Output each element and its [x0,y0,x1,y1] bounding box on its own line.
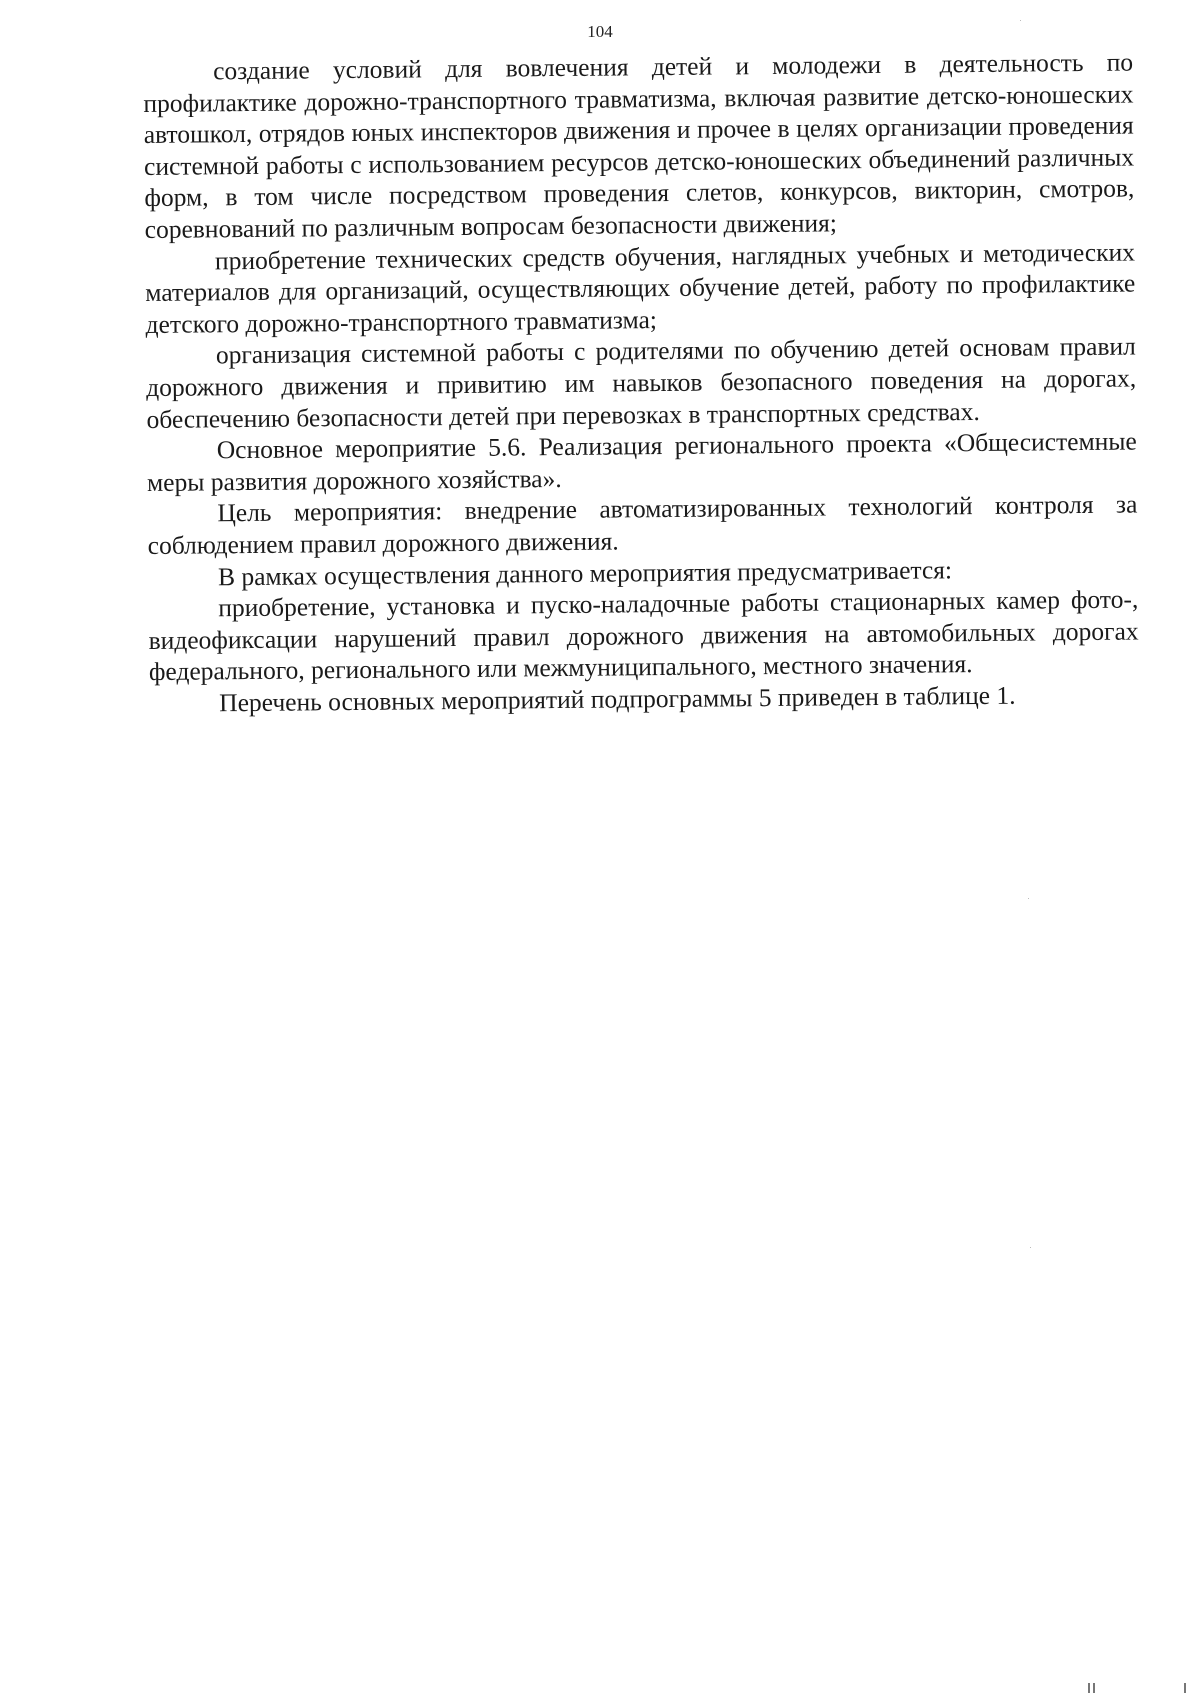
paragraph-cameras: приобретение, установка и пуско-наладочные работы стационарных камер фото-, видеофиксации нарушений правил дорожного движения на автомобильных дорогах федерального, регионального или межмуниципального, местного значения. [148,584,1139,687]
paragraph-measure-goal: Цель мероприятия: внедрение автоматизированных технологий контроля за соблюдением правил дорожного движения. [147,489,1138,560]
paragraph-measure-scope: В рамках осуществления данного мероприятия предусматривается: [217,554,953,591]
paragraph-children-involvement: создание условий для вовлечения детей и молодежи в деятельность по профилактике дорожно-транспортного травматизма, включая развитие детско-юношеских автошкол, отрядов юных инспекторов движения и прочее в целях организации проведения системной работы с использованием ресурсов детско-юношеских объединений различных форм, в том числе посредством проведения слетов, конкурсов, викторин, смотров, соревнований по различным вопросам безопасности движения; [143,47,1135,244]
scan-speck [1028,898,1029,899]
scan-mark [1184,1683,1186,1693]
paragraph-teaching-aids: приобретение технических средств обучения, наглядных учебных и методических материалов для организаций, осуществляющих обучение детей, работу по профилактике детского дорожно-транспортного травматизма; [145,237,1136,339]
paragraph-main-measure-5-6: Основное мероприятие 5.6. Реализация регионального проекта «Общесистемные меры развития дорожного хозяйства». [146,426,1137,497]
document-body [143,46,1139,719]
scan-mark [1088,1683,1090,1693]
scan-speck [1020,20,1021,21]
scan-speck [1030,1247,1031,1248]
page-number: 104 [587,22,613,41]
scan-mark [1093,1683,1095,1693]
paragraph-parents-work: организация системной работы с родителями по обучению детей основам правил дорожного движения и привитию им навыков безопасного поведения на дорогах, обеспечению безопасности детей при перевозках в транспортных средствах. [146,331,1137,434]
paragraph-list-reference: Перечень основных мероприятий подпрограммы 5 приведен в таблице 1. [219,680,1016,718]
